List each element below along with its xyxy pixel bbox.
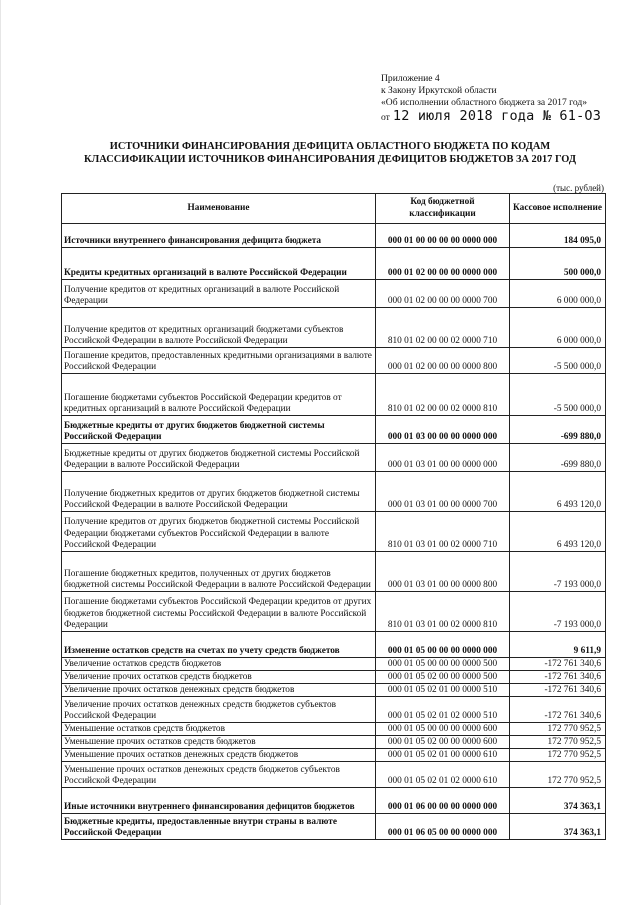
row-amount: -172 761 340,6: [510, 697, 606, 723]
row-amount: 172 770 952,5: [510, 723, 606, 736]
row-name: Бюджетные кредиты от других бюджетов бюджетной системы Российской Федерации в валюте Российской Федерации: [62, 444, 376, 472]
row-amount: 184 095,0: [510, 224, 606, 248]
row-name: Уменьшение остатков средств бюджетов: [62, 723, 376, 736]
row-amount: 374 363,1: [510, 814, 606, 840]
table-row: [62, 723, 606, 736]
row-amount: -172 761 340,6: [510, 658, 606, 671]
table-row: [62, 736, 606, 749]
page-edge: [0, 0, 1, 905]
header-code: Код бюджетной классификации: [376, 194, 510, 224]
row-amount: -172 761 340,6: [510, 671, 606, 684]
row-name: Получение кредитов от кредитных организаций бюджетами субъектов Российской Федерации в валюте Российской Федерации: [62, 308, 376, 348]
row-amount: -5 500 000,0: [510, 348, 606, 374]
row-code: 000 01 03 01 00 00 0000 700: [376, 472, 510, 512]
row-name: Уменьшение прочих остатков средств бюджетов: [62, 736, 376, 749]
table-row: [62, 512, 606, 552]
row-name: Погашение кредитов, предоставленных кредитными организациями в валюте Российской Федерации: [62, 348, 376, 374]
row-code: 000 01 05 02 00 00 0000 600: [376, 736, 510, 749]
row-name: Увеличение прочих остатков денежных средств бюджетов субъектов Российской Федерации: [62, 697, 376, 723]
table-row: [62, 788, 606, 814]
row-amount: -7 193 000,0: [510, 592, 606, 632]
table-row: [62, 552, 606, 592]
header-amount: Кассовое исполнение: [510, 194, 606, 224]
row-amount: 6 493 120,0: [510, 512, 606, 552]
row-amount: 500 000,0: [510, 248, 606, 280]
row-code: 000 01 02 00 00 00 0000 000: [376, 248, 510, 280]
row-amount: 9 611,9: [510, 632, 606, 658]
row-code: 000 01 05 02 01 00 0000 510: [376, 684, 510, 697]
document-title: [40, 140, 620, 166]
table-row: [62, 632, 606, 658]
appendix-date-line: [381, 107, 602, 124]
row-amount: 172 770 952,5: [510, 762, 606, 788]
row-amount: 172 770 952,5: [510, 736, 606, 749]
row-code: 810 01 03 01 00 02 0000 710: [376, 512, 510, 552]
appendix-line-3: «Об исполнении областного бюджета за 2017 год»: [381, 97, 588, 109]
row-amount: -172 761 340,6: [510, 684, 606, 697]
table-row: [62, 749, 606, 762]
title-line-1: ИСТОЧНИКИ ФИНАНСИРОВАНИЯ ДЕФИЦИТА ОБЛАСТНОГО БЮДЖЕТА ПО КОДАМ: [109, 141, 551, 152]
row-name: Уменьшение прочих остатков денежных средств бюджетов субъектов Российской Федерации: [62, 762, 376, 788]
table-row: [62, 224, 606, 248]
table-row: [62, 308, 606, 348]
appendix-line-2: к Закону Иркутской области: [381, 85, 497, 97]
title-line-2: КЛАССИФИКАЦИИ ИСТОЧНИКОВ ФИНАНСИРОВАНИЯ ДЕФИЦИТОВ БЮДЖЕТОВ ЗА 2017 ГОД: [83, 154, 577, 165]
row-code: 000 01 02 00 00 00 0000 700: [376, 280, 510, 308]
row-name: Бюджетные кредиты, предоставленные внутри страны в валюте Российской Федерации: [62, 814, 376, 840]
row-code: 810 01 03 01 00 02 0000 810: [376, 592, 510, 632]
table-row: [62, 444, 606, 472]
row-code: 000 01 03 01 00 00 0000 800: [376, 552, 510, 592]
row-name: Кредиты кредитных организаций в валюте Российской Федерации: [62, 248, 376, 280]
appendix-line-1: Приложение 4: [381, 73, 440, 84]
row-amount: -699 880,0: [510, 444, 606, 472]
law-date-number: 12 июля 2018 года № 61-ОЗ: [392, 107, 602, 124]
table-row: [62, 592, 606, 632]
row-name: Иные источники внутреннего финансирования дефицитов бюджетов: [62, 788, 376, 814]
row-name: Погашение бюджетами субъектов Российской Федерации кредитов от кредитных организаций в валюте Российской Федерации: [62, 374, 376, 416]
row-name: Получение бюджетных кредитов от других бюджетов бюджетной системы Российской Федерации в валюте Российской Федерации: [62, 472, 376, 512]
row-amount: -7 193 000,0: [510, 552, 606, 592]
row-code: 000 01 05 02 01 02 0000 510: [376, 697, 510, 723]
row-name: Бюджетные кредиты от других бюджетов бюджетной системы Российской Федерации: [62, 416, 376, 444]
table-row: [62, 348, 606, 374]
row-code: 000 01 02 00 00 00 0000 800: [376, 348, 510, 374]
row-code: 000 01 05 00 00 00 0000 000: [376, 632, 510, 658]
table-row: [62, 374, 606, 416]
row-code: 810 01 02 00 00 02 0000 710: [376, 308, 510, 348]
row-name: Погашение бюджетных кредитов, полученных от других бюджетов бюджетной системы Российской Федерации в валюте Российской Федерации: [62, 552, 376, 592]
row-code: 000 01 00 00 00 00 0000 000: [376, 224, 510, 248]
date-prefix: от: [381, 111, 390, 123]
row-code: 000 01 05 00 00 00 0000 500: [376, 658, 510, 671]
row-amount: 6 000 000,0: [510, 308, 606, 348]
table-row: [62, 671, 606, 684]
row-name: Уменьшение прочих остатков денежных средств бюджетов: [62, 749, 376, 762]
unit-label: (тыс. рублей): [553, 183, 604, 193]
row-code: 000 01 03 00 00 00 0000 000: [376, 416, 510, 444]
table-row: [62, 762, 606, 788]
row-code: 000 01 05 02 01 02 0000 610: [376, 762, 510, 788]
row-amount: 6 000 000,0: [510, 280, 606, 308]
table-row: [62, 280, 606, 308]
row-name: Изменение остатков средств на счетах по учету средств бюджетов: [62, 632, 376, 658]
row-name: Увеличение остатков средств бюджетов: [62, 658, 376, 671]
financing-sources-table: [61, 193, 606, 840]
row-code: 000 01 03 01 00 00 0000 000: [376, 444, 510, 472]
table-row: [62, 248, 606, 280]
row-name: Увеличение прочих остатков денежных средств бюджетов: [62, 684, 376, 697]
row-amount: 374 363,1: [510, 788, 606, 814]
appendix-block: [381, 73, 601, 124]
table-row: [62, 684, 606, 697]
row-name: Получение кредитов от других бюджетов бюджетной системы Российской Федерации бюджетами субъектов Российской Федерации в валюте Российской Федерации: [62, 512, 376, 552]
row-amount: 172 770 952,5: [510, 749, 606, 762]
row-amount: 6 493 120,0: [510, 472, 606, 512]
table-row: [62, 658, 606, 671]
row-name: Погашение бюджетами субъектов Российской Федерации кредитов от других бюджетов бюджетной системы Российской Федерации в валюте Российской Федерации: [62, 592, 376, 632]
row-code: 000 01 06 00 00 00 0000 000: [376, 788, 510, 814]
row-code: 000 01 06 05 00 00 0000 000: [376, 814, 510, 840]
table-row: [62, 814, 606, 840]
row-code: 000 01 05 02 00 00 0000 500: [376, 671, 510, 684]
row-name: Получение кредитов от кредитных организаций в валюте Российской Федерации: [62, 280, 376, 308]
row-name: Увеличение прочих остатков средств бюджетов: [62, 671, 376, 684]
header-name: Наименование: [62, 194, 376, 224]
table-row: [62, 416, 606, 444]
table-row: [62, 697, 606, 723]
row-code: 000 01 05 00 00 00 0000 600: [376, 723, 510, 736]
row-code: 810 01 02 00 00 02 0000 810: [376, 374, 510, 416]
row-name: Источники внутреннего финансирования дефицита бюджета: [62, 224, 376, 248]
row-amount: -5 500 000,0: [510, 374, 606, 416]
row-amount: -699 880,0: [510, 416, 606, 444]
row-code: 000 01 05 02 01 00 0000 610: [376, 749, 510, 762]
table-row: [62, 472, 606, 512]
